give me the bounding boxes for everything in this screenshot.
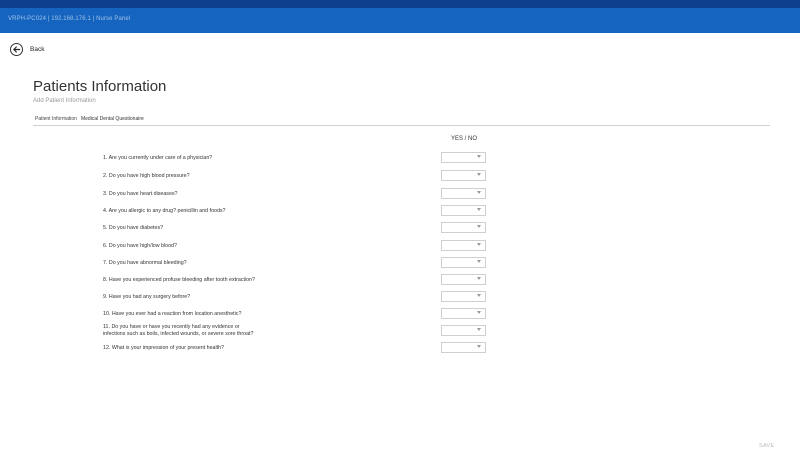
page-subtitle: Add Patient Information [33,98,96,104]
back-button[interactable] [10,43,44,56]
yes-no-select[interactable] [441,205,486,216]
question-row [0,308,800,322]
question-text: 7. Do you have abnormal bleeding? [103,260,187,266]
yes-no-select[interactable] [441,291,486,302]
question-text: 10. Have you ever had a reaction from location anesthetic? [103,311,242,317]
page-title: Patients Information [33,78,167,95]
window-title: VRPH-PC024 | 192.168.176.1 | Nurse Panel [8,16,131,22]
tab-divider [33,125,770,126]
question-row [0,274,800,288]
yes-no-select[interactable] [441,325,486,336]
question-row [0,188,800,202]
save-button[interactable]: SAVE [759,443,775,449]
question-row [0,325,800,339]
question-text: 4. Are you allergic to any drug? penicillin and foods? [103,208,226,214]
tab-medical-dental-questionaire[interactable]: Medical Dental Questionaire [79,116,146,126]
question-text: 1. Are you currently under care of a physician? [103,155,213,161]
back-label: Back [30,46,45,53]
yes-no-select[interactable] [441,188,486,199]
question-text: 3. Do you have heart diseases? [103,191,178,197]
question-text: 9. Have you had any surgery before? [103,294,191,300]
question-row [0,222,800,236]
question-text-line2: infections such as boils, infected wounds, or severe sore throat? [103,331,254,337]
question-text: 2. Do you have high blood pressure? [103,173,190,179]
question-row [0,240,800,254]
yes-no-select[interactable] [441,170,486,181]
yes-no-select[interactable] [441,342,486,353]
window-top-accent [0,0,800,8]
question-text: 6. Do you have high/low blood? [103,243,177,249]
question-row [0,291,800,305]
yes-no-column-header: YES / NO [451,136,478,142]
yes-no-select[interactable] [441,240,486,251]
question-row [0,152,800,166]
yes-no-select[interactable] [441,274,486,285]
question-row [0,205,800,219]
tab-patient-information[interactable]: Patient Information [35,116,77,122]
question-row [0,257,800,271]
question-text: 12. What is your impression of your present health? [103,345,225,351]
back-arrow-icon [10,43,23,56]
yes-no-select[interactable] [441,308,486,319]
question-text: 8. Have you experienced profuse bleeding after tooth extraction? [103,277,255,283]
window-titlebar [0,8,800,33]
yes-no-select[interactable] [441,152,486,163]
question-text: 5. Do you have diabetes? [103,225,164,231]
yes-no-select[interactable] [441,257,486,268]
question-text: 11. Do you have or have you recently had any evidence or [103,324,240,330]
question-row [0,170,800,184]
yes-no-select[interactable] [441,222,486,233]
question-row [0,342,800,356]
